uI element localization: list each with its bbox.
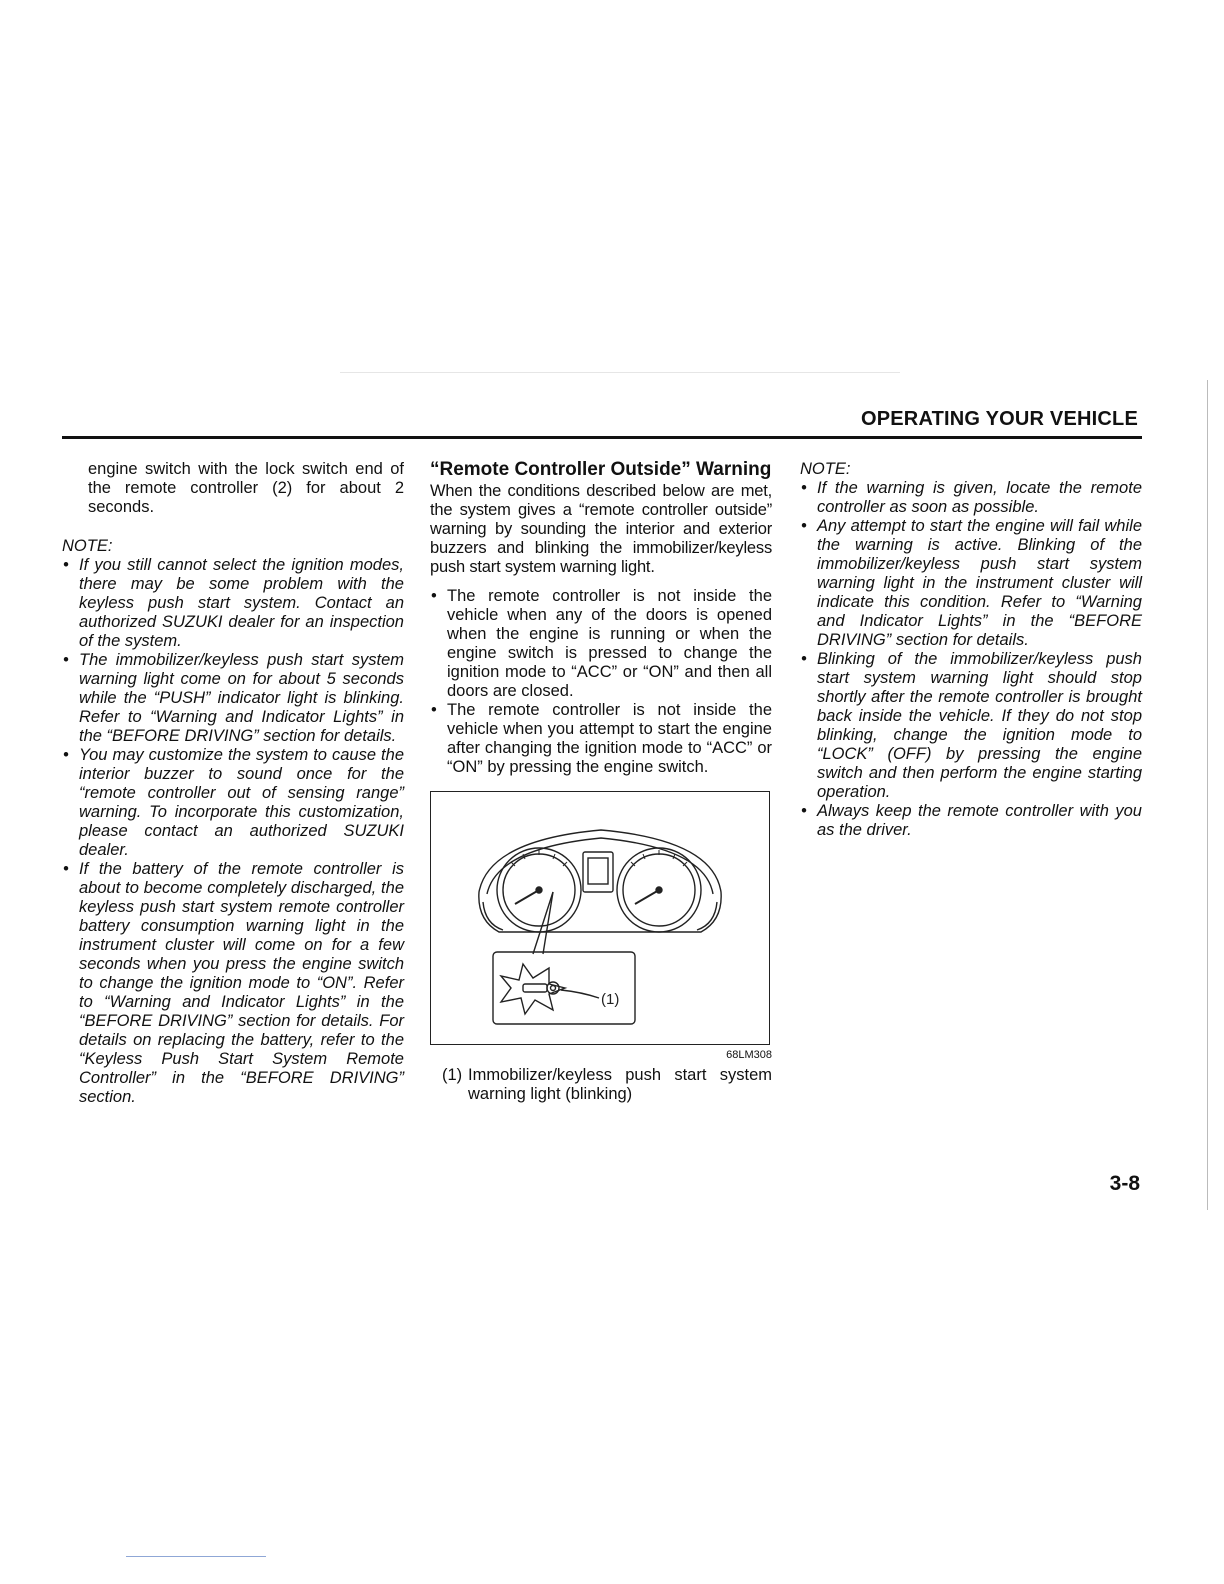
page-number: 3-8 [1109,1172,1140,1195]
note-item: • If the battery of the remote controller is about to become completely discharged, the keyless push start system remote controller battery consumption warning light in the instrument cluster will come on for a few seconds when you press the engine switch to change the ignition mode to “ON”. Refer to “Warning and Indicator Lights” in the “BEFORE DRIVING” section for details. For details on replacing the battery, refer to the “Keyless Push Start System Remote Controller” in the “BEFORE DRIVING” section. [62,860,404,1107]
note-item: • Blinking of the immobilizer/keyless push start system warning light should stop shortly after the remote controller is brought back inside the vehicle. If they do not stop blinking, change the ignition mode to “LOCK” (OFF) by pressing the engine switch and then perform the engine starting operation. [800,650,1142,802]
note-item: • Always keep the remote controller with you as the driver. [800,802,1142,840]
note-label: NOTE: [800,460,851,478]
note-item: • If you still cannot select the ignition modes, there may be some problem with the keyless push start system. Contact an authorized SUZUKI dealer for an inspection of the system. [62,556,404,651]
note-list [62,556,404,1107]
note-item: • You may customize the system to cause the interior buzzer to sound once for the “remote controller out of sensing range” warning. To incorporate this customization, please contact an authorized SUZUKI dealer. [62,746,404,860]
section-heading: “Remote Controller Outside” Warning [430,459,772,480]
caption-text: Immobilizer/keyless push start system warning light (blinking) [468,1066,772,1103]
header-rule [62,436,1142,439]
condition-item: • The remote controller is not inside the vehicle when you attempt to start the engine after changing the ignition mode to “ACC” or “ON” by pressing the engine switch. [430,701,772,777]
note-item: • Any attempt to start the engine will fail while the warning is active. Blinking of the immobilizer/keyless push start system warning light in the instrument cluster will indicate this condition. Refer to “Warning and Indicator Lights” in the “BEFORE DRIVING” section for details. [800,517,1142,650]
figure-code: 68LM308 [726,1049,772,1061]
condition-item: • The remote controller is not inside the vehicle when any of the doors is opened when the engine is running or when the engine switch is pressed to change the ignition mode to “ACC” or “ON” and then all doors are closed. [430,587,772,701]
page-header-title: OPERATING YOUR VEHICLE [860,408,1138,430]
column-right [800,460,1142,840]
column-middle [430,460,772,1104]
instrument-cluster-illustration [431,792,769,1044]
page-edge-line [1207,380,1208,1210]
note-item: • If the warning is given, locate the remote controller as soon as possible. [800,479,1142,517]
note-label: NOTE: [62,537,113,555]
instrument-cluster-figure [430,791,770,1045]
figure-caption [430,1066,772,1104]
scan-artifact-line [340,372,900,373]
note-list [800,479,1142,840]
intro-paragraph: engine switch with the lock switch end of the remote controller (2) for about 2 seconds. [88,460,404,516]
column-left [62,460,404,1107]
caption-number: (1) [442,1066,463,1084]
condition-list [430,587,772,777]
figure-callout-label: (1) [601,991,620,1008]
note-item: • The immobilizer/keyless push start system warning light come on for about 5 seconds while the “PUSH” indicator light is blinking. Refer to “Warning and Indicator Lights” in the “BEFORE DRIVING” section for details. [62,651,404,746]
scan-artifact-underline [126,1556,266,1557]
section-body: When the conditions described below are met, the system gives a “remote controller outside” warning by sounding the interior and exterior buzzers and blinking the immobilizer/keyless push start system warning light. [430,482,772,576]
